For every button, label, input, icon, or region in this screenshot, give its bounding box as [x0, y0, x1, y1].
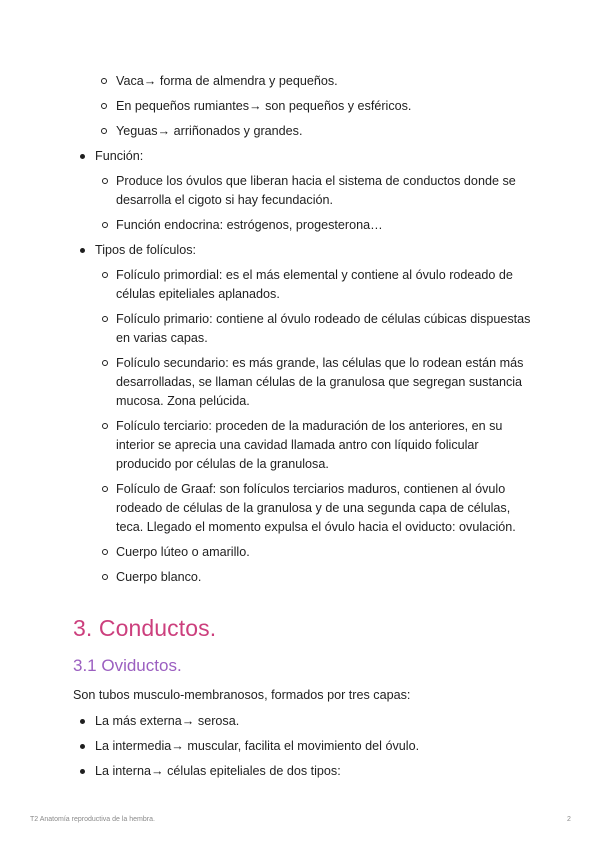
page-number: 2 — [567, 816, 571, 823]
list-item-funcion — [73, 147, 533, 235]
list-item: Vaca→ forma de almendra y pequeños. — [73, 72, 533, 91]
list-item: En pequeños rumiantes→ son pequeños y esféricos. — [73, 97, 533, 116]
list-item: Folículo terciario: proceden de la maduración de los anteriores, en su interior se aprecia una cavidad llamada antro con líquido folicular producido por células de la granulosa. — [95, 417, 533, 474]
layers-list — [73, 712, 533, 781]
funcion-label: Función: — [95, 149, 144, 163]
shape-list — [73, 72, 533, 141]
list-item-tipos — [73, 241, 533, 587]
intro-paragraph: Son tubos musculo-membranosos, formados por tres capas: — [73, 688, 411, 702]
main-list — [73, 147, 533, 587]
document-body — [73, 72, 533, 787]
tipos-label: Tipos de folículos: — [95, 243, 197, 257]
list-item: La interna→ células epiteliales de dos tipos: — [73, 762, 533, 781]
list-item: Produce los óvulos que liberan hacia el sistema de conductos donde se desarrolla el cigoto si hay fecundación. — [95, 172, 533, 210]
list-item: Folículo secundario: es más grande, las células que lo rodean están más desarrolladas, se llaman células de la granulosa que segregan sustancia mucosa. Zona pelúcida. — [95, 354, 533, 411]
list-item: Yeguas→ arriñonados y grandes. — [73, 122, 533, 141]
list-item: Folículo primario: contiene al óvulo rodeado de células cúbicas dispuestas en varias capas. — [95, 310, 533, 348]
footer-title: T2 Anatomía reproductiva de la hembra. — [30, 816, 155, 823]
section-heading: 3. Conductos. — [73, 615, 217, 641]
list-item: Folículo de Graaf: son folículos terciarios maduros, contienen al óvulo rodeado de células de la granulosa y de una segunda capa de células, teca. Llegado el momento expulsa el óvulo hacia el oviducto: ovulación. — [95, 480, 533, 537]
list-item: Cuerpo blanco. — [95, 568, 533, 587]
subsection-heading: 3.1 Oviductos. — [73, 656, 182, 675]
funcion-sublist — [95, 172, 533, 235]
list-item: Cuerpo lúteo o amarillo. — [95, 543, 533, 562]
list-item: La más externa→ serosa. — [73, 712, 533, 731]
tipos-sublist — [95, 266, 533, 587]
list-item: Folículo primordial: es el más elemental y contiene al óvulo rodeado de células epiteliales aplanados. — [95, 266, 533, 304]
list-item: Función endocrina: estrógenos, progesterona… — [95, 216, 533, 235]
list-item: La intermedia→ muscular, facilita el movimiento del óvulo. — [73, 737, 533, 756]
